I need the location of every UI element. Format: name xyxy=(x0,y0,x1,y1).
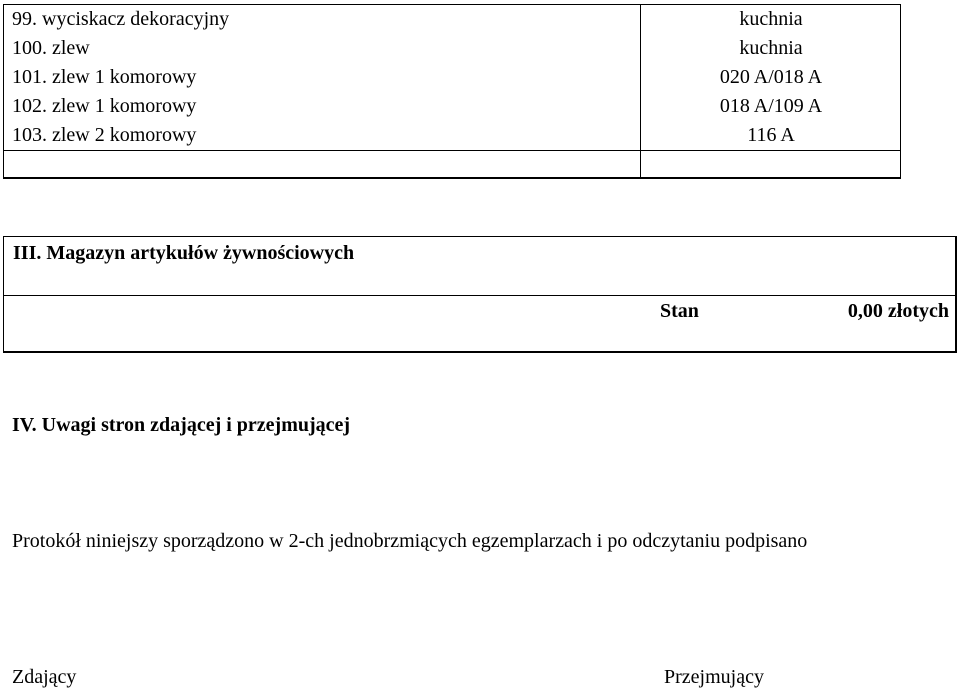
item-location: 018 A/109 A xyxy=(719,95,823,117)
signature-right-label: Przejmujący xyxy=(664,666,764,688)
table-row xyxy=(4,121,900,150)
stan-label: Stan xyxy=(660,300,699,322)
item-name: 102. zlew 1 komorowy xyxy=(12,95,197,117)
warehouse-section-box xyxy=(3,236,957,353)
section-3-title: III. Magazyn artykułów żywnościowych xyxy=(13,242,355,264)
item-name: 99. wyciskacz dekoracyjny xyxy=(12,8,230,30)
stan-value: 0,00 złotych xyxy=(847,300,949,322)
table-row xyxy=(4,92,900,121)
item-name: 101. zlew 1 komorowy xyxy=(12,66,197,88)
item-location: kuchnia xyxy=(739,8,803,30)
section-4-title: IV. Uwagi stron zdającej i przejmującej xyxy=(12,414,351,436)
table-row xyxy=(4,63,900,92)
empty-table-row xyxy=(4,150,900,180)
table-row xyxy=(4,34,900,63)
item-location: 116 A xyxy=(747,124,795,146)
section-divider xyxy=(4,295,955,296)
item-name: 100. zlew xyxy=(12,37,90,59)
item-location: 020 A/018 A xyxy=(719,66,823,88)
equipment-table xyxy=(3,4,901,179)
table-row xyxy=(4,5,900,34)
item-name: 103. zlew 2 komorowy xyxy=(12,124,197,146)
signature-left-label: Zdający xyxy=(12,666,77,688)
item-location: kuchnia xyxy=(739,37,803,59)
protocol-paragraph: Protokół niniejszy sporządzono w 2-ch jednobrzmiących egzemplarzach i po odczytaniu podpisano xyxy=(12,530,808,552)
